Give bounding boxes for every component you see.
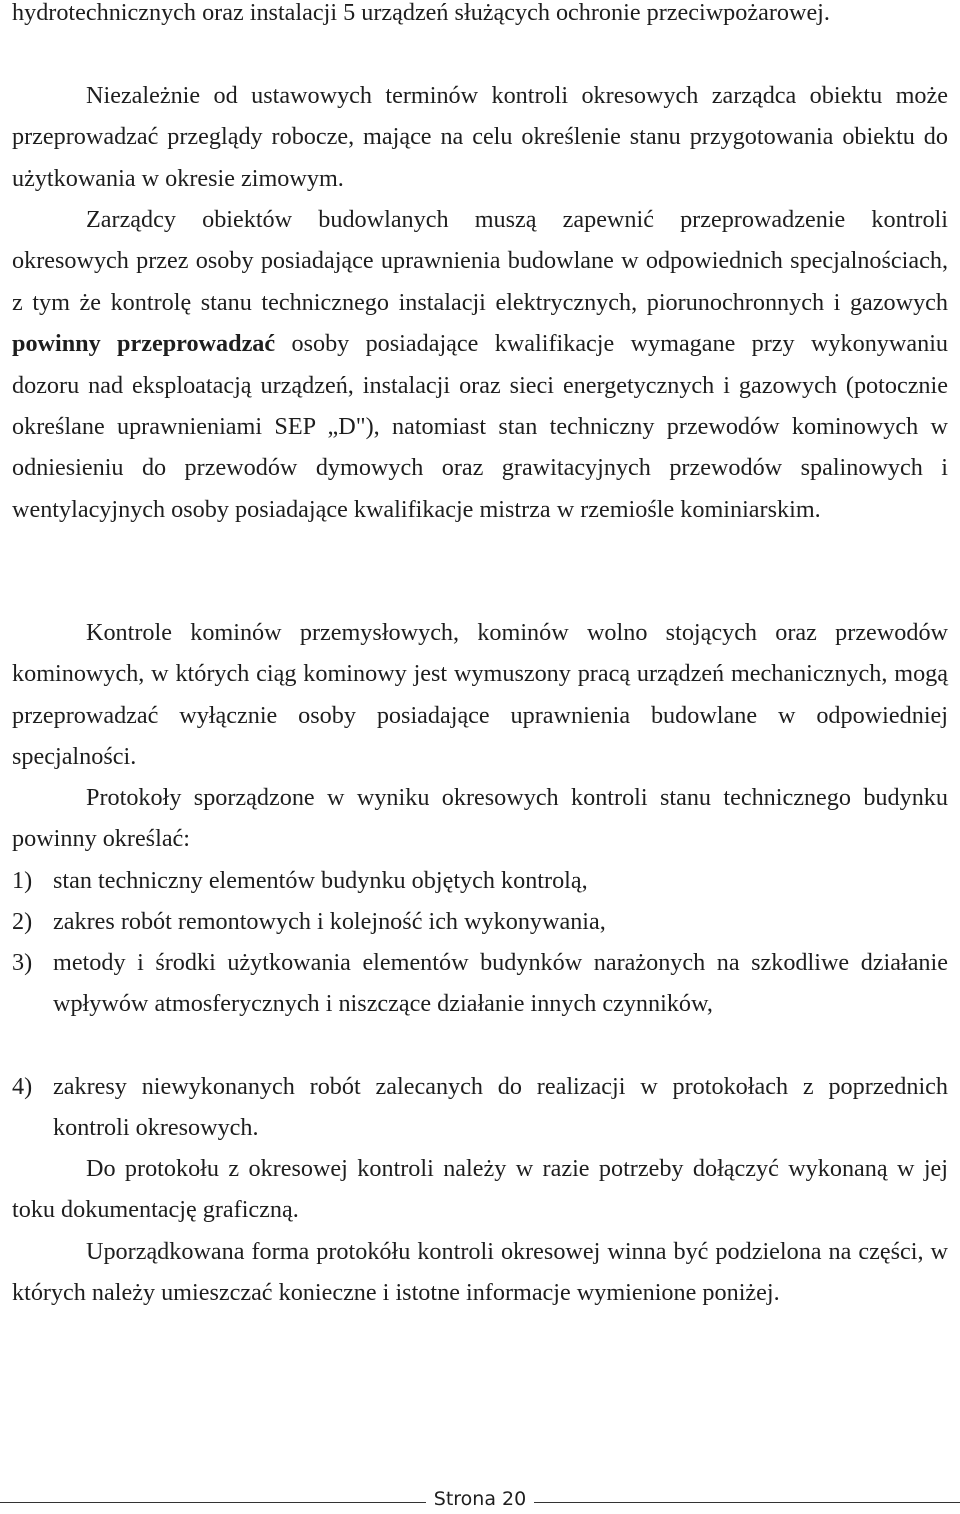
list-item <box>12 901 948 942</box>
paragraph-text: Zarządcy obiektów budowlanych muszą zapewnić przeprowadzenie kontroli okresowych przez osoby posiadające uprawnienia budowlane w odpowiednich specjalnościach, z tym że kontrolę stanu technicznego instalacji elektrycznych, piorunochronnych i gazowych <box>12 206 948 316</box>
list-number: 4) <box>12 1073 33 1100</box>
paragraph: Niezależnie od ustawowych terminów kontroli okresowych zarządca obiektu może przeprowadzać przeglądy robocze, mające na celu określenie stanu przygotowania obiektu do użytkowania w okresie zimowym. <box>12 82 948 192</box>
list-text: stan techniczny elementów budynku objętych kontrolą, <box>53 867 588 894</box>
page-footer <box>0 1488 960 1510</box>
paragraph: hydrotechnicznych oraz instalacji 5 urządzeń służących ochronie przeciwpożarowej. <box>12 0 830 26</box>
paragraph: Kontrole kominów przemysłowych, kominów wolno stojących oraz przewodów kominowych, w których ciąg kominowy jest wymuszony pracą urządzeń mechanicznych, mogą przeprowadzać wyłącznie osoby posiadające uprawnienia budowlane w odpowiedniej specjalności. <box>12 619 948 771</box>
paragraph: Uporządkowana forma protokółu kontroli okresowej winna być podzielona na części, w których należy umieszczać konieczne i istotne informacje wymienione poniżej. <box>12 1238 948 1307</box>
list-item <box>12 860 948 901</box>
list-item <box>12 942 948 1025</box>
paragraph: Protokoły sporządzone w wyniku okresowych kontroli stanu technicznego budynku powinny określać: <box>12 784 948 853</box>
paragraph <box>12 199 948 530</box>
list-text: metody i środki użytkowania elementów budynków narażonych na szkodliwe działanie wpływów atmosferycznych i niszczące działanie innych czynników, <box>53 949 948 1018</box>
list-number: 1) <box>12 867 33 894</box>
paragraph: Do protokołu z okresowej kontroli należy w razie potrzeby dołączyć wykonaną w jej toku dokumentację graficzną. <box>12 1155 948 1224</box>
page-number: Strona 20 <box>426 1488 534 1510</box>
list-item <box>12 1066 948 1149</box>
list-text: zakresy niewykonanych robót zalecanych do realizacji w protokołach z poprzednich kontroli okresowych. <box>53 1073 948 1142</box>
list-number: 2) <box>12 908 33 935</box>
emphasis-text: powinny przeprowadzać <box>12 330 276 358</box>
paragraph-text: osoby posiadające kwalifikacje wymagane przy wykonywaniu dozoru nad eksploatacją urządzeń, instalacji oraz sieci energetycznych i gazowych (potocznie określane uprawnieniami SEP „D"), natomiast stan techniczny przewodów kominowych w odniesieniu do przewodów dymowych oraz grawitacyjnych przewodów spalinowych i wentylacyjnych osoby posiadające kwalifikacje mistrza w rzemiośle kominiarskim. <box>12 330 949 523</box>
list-text: zakres robót remontowych i kolejność ich wykonywania, <box>53 908 606 935</box>
list-number: 3) <box>12 949 33 976</box>
